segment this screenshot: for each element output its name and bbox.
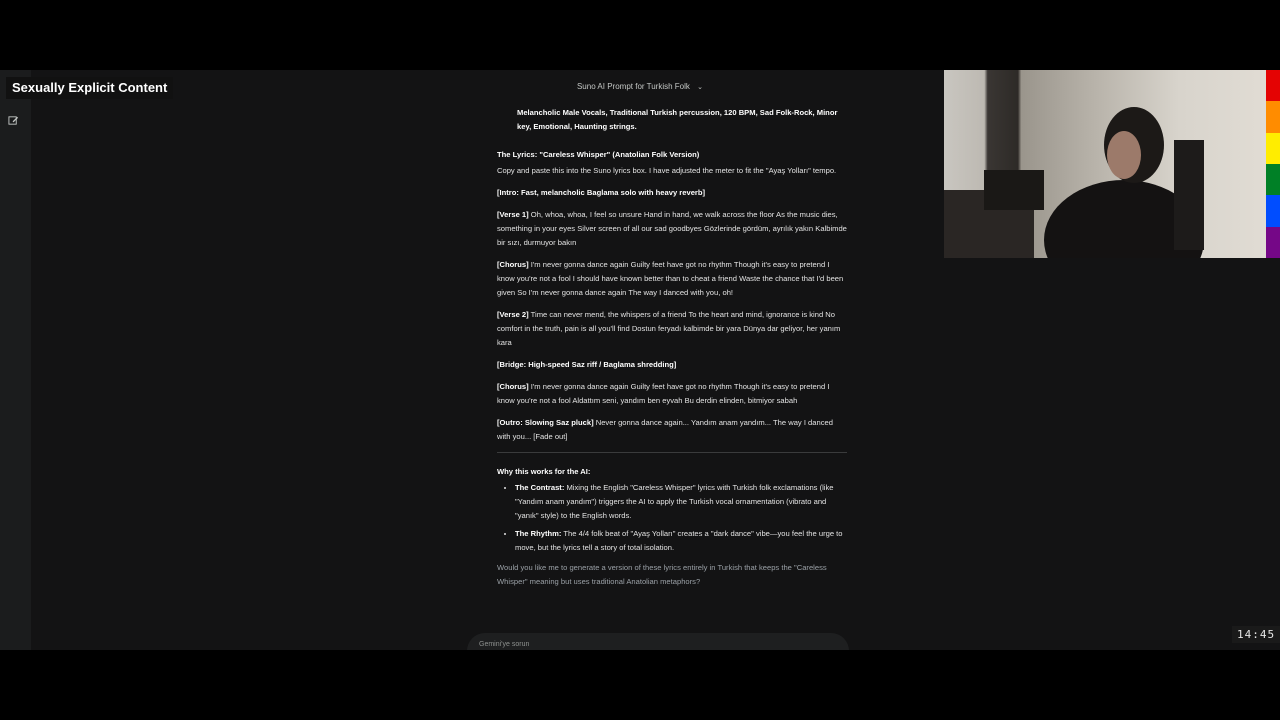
rainbow-stripe xyxy=(1266,195,1280,226)
section-tag: [Verse 1] xyxy=(497,210,529,219)
section-tag: [Chorus] xyxy=(497,382,529,391)
app-window xyxy=(0,70,1280,650)
conversation-title: Suno AI Prompt for Turkish Folk xyxy=(576,82,690,91)
rainbow-stripe xyxy=(1266,133,1280,164)
why-list xyxy=(497,481,847,555)
lyrics-section xyxy=(497,186,847,200)
bullet-label: The Rhythm: xyxy=(515,529,562,538)
rainbow-stripe xyxy=(1266,101,1280,132)
why-list-item xyxy=(515,481,847,523)
webcam-overlay xyxy=(944,70,1280,258)
lyrics-section xyxy=(497,380,847,408)
section-text: Never gonna dance again... Yandım anam yandım... The way I danced with you... [Fade out] xyxy=(497,418,833,441)
section-tag: [Bridge: High-speed Saz riff / Baglama shredding] xyxy=(497,360,677,369)
section-tag: [Outro: Slowing Saz pluck] xyxy=(497,418,594,427)
lyrics-section xyxy=(497,416,847,444)
followup-question: Would you like me to generate a version of these lyrics entirely in Turkish that keeps the "Careless Whisper" meaning but uses traditional Anatolian metaphors? xyxy=(497,563,827,586)
chevron-down-icon: ⌄ xyxy=(697,84,704,91)
rainbow-stripe xyxy=(1266,70,1280,101)
prompt-input[interactable] xyxy=(467,633,849,650)
bullet-text: The 4/4 folk beat of "Ayaş Yolları" creates a "dark dance" vibe—you feel the urge to move, but the lyrics tell a story of total isolation. xyxy=(515,529,843,552)
new-chat-icon[interactable] xyxy=(8,115,19,126)
lyrics-section xyxy=(497,208,847,250)
bullet-label: The Contrast: xyxy=(515,483,565,492)
lyrics-section xyxy=(497,258,847,300)
why-list-item xyxy=(515,527,847,555)
section-tag: [Intro: Fast, melancholic Baglama solo with heavy reverb] xyxy=(497,188,706,197)
content-warning-label: Sexually Explicit Content xyxy=(6,77,173,99)
section-text: Oh, whoa, whoa, I feel so unsure Hand in hand, we walk across the floor As the music dies, something in your eyes Silver screen of all our sad goodbyes Gözlerinde gördüm, ayrılık yakın Kalbimde bir sızı, durmuyor bakın xyxy=(497,210,847,247)
section-text: I'm never gonna dance again Guilty feet have got no rhythm Though it's easy to pretend I know you're not a fool I should have known better than to cheat a friend Waste the chance that I'd been given So I'm never gonna dance again The way I danced with you, oh! xyxy=(497,260,844,297)
why-heading: Why this works for the AI: xyxy=(497,467,591,476)
bullet-text: Mixing the English "Careless Whisper" lyrics with Turkish folk exclamations (like "Yandım anam yandım") triggers the AI to apply the Turkish vocal ornamentation (vibrato and "yanık" style) to the English words. xyxy=(515,483,834,520)
sidebar xyxy=(0,70,31,650)
lyrics-heading: The Lyrics: "Careless Whisper" (Anatolian Folk Version) xyxy=(497,150,700,159)
webcam-person xyxy=(944,70,1280,258)
prompt-placeholder: Gemini'ye sorun xyxy=(479,641,530,648)
rainbow-stripe xyxy=(1266,164,1280,195)
lyrics-sections xyxy=(497,186,847,444)
lyrics-section xyxy=(497,358,847,372)
section-tag: [Verse 2] xyxy=(497,310,529,319)
lyrics-section xyxy=(497,308,847,350)
lyrics-intro: Copy and paste this into the Suno lyrics box. I have adjusted the meter to fit the "Ayaş Yolları" tempo. xyxy=(497,166,837,175)
clock: 14:45 xyxy=(1232,626,1280,643)
section-text: I'm never gonna dance again Guilty feet have got no rhythm Though it's easy to pretend I know you're not a fool Aldattım seni, yandım ben eyvah Bu derdin elinden, bitmiyor sabah xyxy=(497,382,830,405)
style-line: Melancholic Male Vocals, Traditional Turkish percussion, 120 BPM, Sad Folk-Rock, Minor key, Emotional, Haunting strings. xyxy=(517,108,838,131)
response-content xyxy=(497,106,847,597)
rainbow-stripe xyxy=(1266,227,1280,258)
divider xyxy=(497,452,847,453)
section-tag: [Chorus] xyxy=(497,260,529,269)
section-text: Time can never mend, the whispers of a friend To the heart and mind, ignorance is kind No comfort in the truth, pain is all you'll find Dostun feryadı kalbimde bir yara Dünya dar geliyor, her yanım kara xyxy=(497,310,841,347)
